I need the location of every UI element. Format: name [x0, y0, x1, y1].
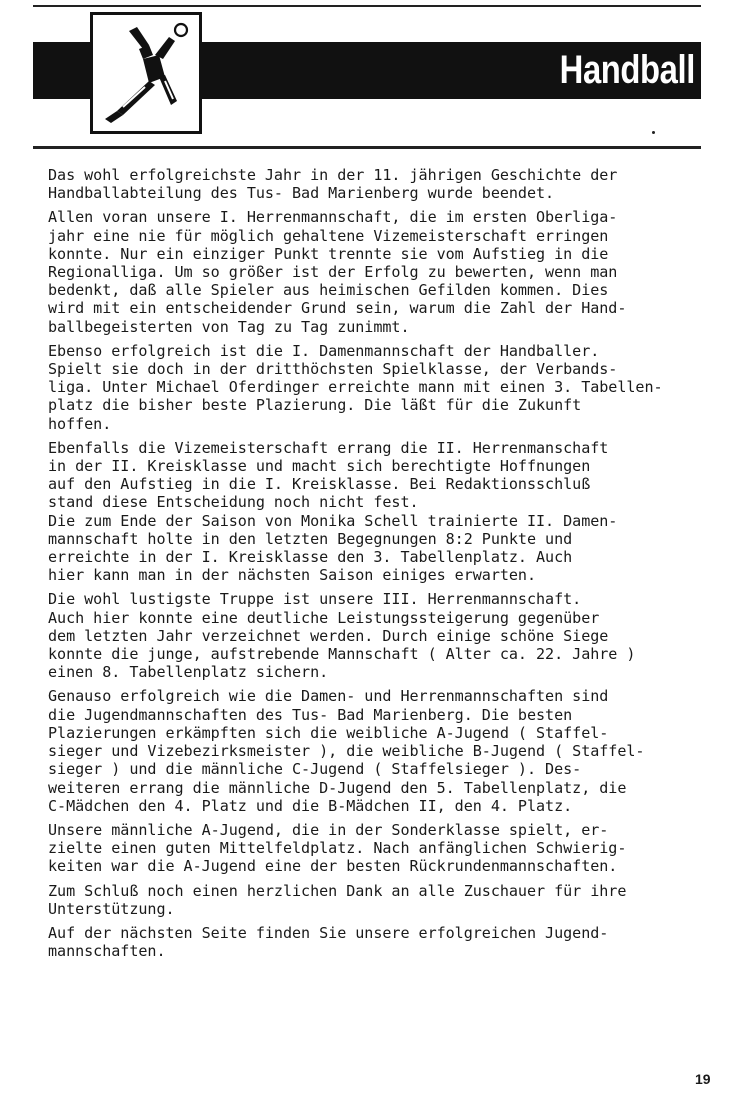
page-header [0, 0, 743, 160]
paragraph: Ebenso erfolgreich ist die I. Damenmannschaft der Handballer. Spielt sie doch in der dritthöchsten Spielklasse, der Verbands- liga. Unter Michael Oferdinger erreichte mann mit einen 3. Tabellen- platz die bisher beste Plazierung. Die läßt für die Zukunft hoffen. [48, 341, 663, 433]
article-body [48, 166, 738, 966]
page-number: 19 [695, 1071, 711, 1087]
logo [90, 12, 202, 134]
paragraph: Genauso erfolgreich wie die Damen- und Herrenmannschaften sind die Jugendmannschaften des Tus- Bad Marienberg. Die besten Plazierungen erkämpften sich die weibliche A-Jugend ( Staffel- sieger und Vizebezirksmeister ), die weibliche B-Jugend ( Staffel- sieger ) und die männliche C-Jugend ( Staffelsieger ). Des- weiteren errang die männliche D-Jugend den 5. Tabellenplatz, die C-Mädchen den 4. Platz und die B-Mädchen II, den 4. Platz. [48, 687, 645, 815]
top-rule [33, 5, 701, 7]
page-title: Handball [559, 48, 695, 92]
paragraph: Ebenfalls die Vizemeisterschaft errang die II. Herrenmanschaft in der II. Kreisklasse und macht sich berechtigte Hoffnungen auf den Aufstieg in die I. Kreisklasse. Bei Redaktionsschluß stand diese Entscheidung noch nicht fest. Die zum Ende der Saison von Monika Schell trainierte II. Damen- mannschaft holte in den letzten Begegnungen 8:2 Punkte und erreichte in der I. Kreisklasse den 3. Tabellenplatz. Auch hier kann man in der nächsten Saison einiges erwarten. [48, 438, 618, 585]
paragraph: Auf der nächsten Seite finden Sie unsere erfolgreichen Jugend- mannschaften. [48, 923, 609, 961]
handball-player-icon [93, 15, 199, 131]
paragraph: Unsere männliche A-Jugend, die in der Sonderklasse spielt, er- zielte einen guten Mittelfeldplatz. Nach anfänglichen Schwierig- keiten war die A-Jugend eine der besten Rückrundenmannschaften. [48, 820, 627, 876]
bottom-rule [33, 146, 701, 149]
paragraph: Die wohl lustigste Truppe ist unsere III. Herrenmannschaft. Auch hier konnte eine deutliche Leistungssteigerung gegenüber dem letzten Jahr verzeichnet werden. Durch einige schöne Siege konnte die junge, aufstrebende Mannschaft ( Alter ca. 22. Jahre ) einen 8. Tabellenplatz sichern. [48, 590, 636, 682]
dot-mark [652, 131, 655, 134]
paragraph: Zum Schluß noch einen herzlichen Dank an alle Zuschauer für ihre Unterstützung. [48, 881, 627, 918]
paragraph: Allen voran unsere I. Herrenmannschaft, die im ersten Oberliga- jahr eine nie für möglich gehaltene Vizemeisterschaft erringen konnte. Nur ein einziger Punkt trennte sie vom Aufstieg in die Regionalliga. Um so größer ist der Erfolg zu bewerten, wenn man bedenkt, daß alle Spieler aus heimischen Gefilden kommen. Dies wird mit ein entscheidender Grund sein, warum die Zahl der Hand- ballbegeisterten von Tag zu Tag zunimmt. [48, 208, 627, 336]
paragraph: Das wohl erfolgreichste Jahr in der 11. jährigen Geschichte der Handballabteilung des Tus- Bad Marienberg wurde beendet. [48, 166, 618, 203]
